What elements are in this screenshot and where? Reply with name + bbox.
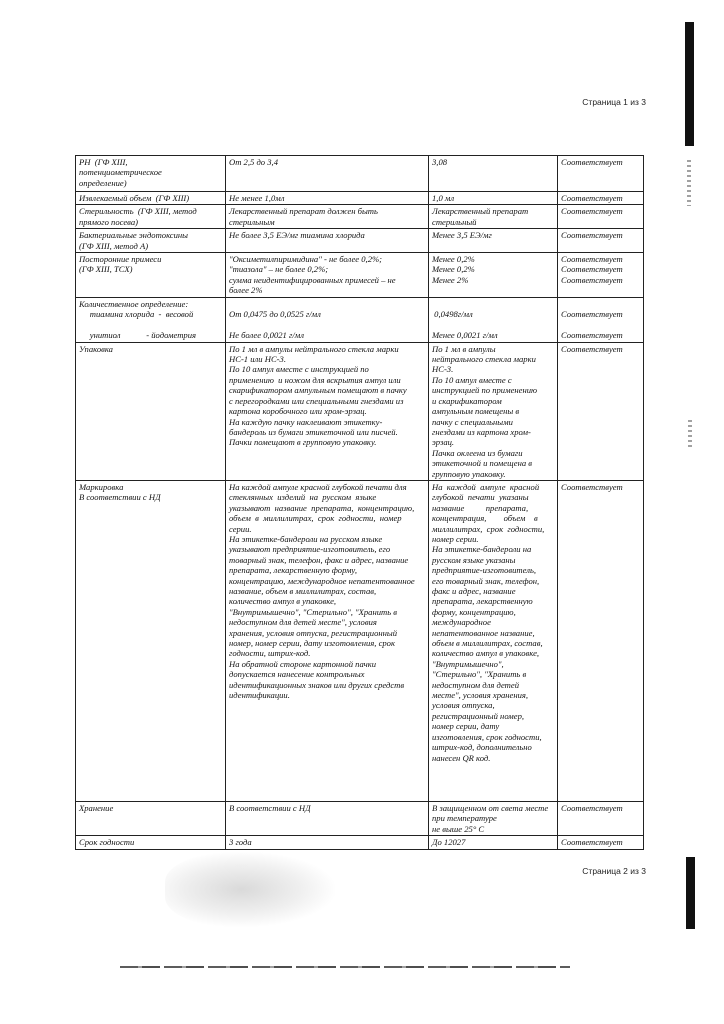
table-row <box>76 480 644 801</box>
cell-text-line: русском языке указаны <box>432 554 516 565</box>
cell-text-line: Соответствует <box>561 481 623 492</box>
cell-text-line: PH (ГФ XIII, <box>79 157 128 167</box>
cell-text-line: Лекарственный препарат должен быть <box>229 206 378 217</box>
table-cell <box>429 205 558 229</box>
cell-text-line: количество ампул в упаковке, <box>229 596 337 607</box>
cell-text-line: номер, номер серии, дату изготовления, срок <box>229 638 395 649</box>
stamp-smudge <box>165 852 335 927</box>
cell-text-line: название препарата, <box>432 502 529 513</box>
cell-text-line: От 2,5 до 3,4 <box>229 157 278 167</box>
cell-text-line: (ГФ XIII, ТСХ) <box>79 264 133 275</box>
table-row <box>76 298 644 343</box>
table-row <box>76 205 644 229</box>
cell-text-line: потенциометрическое <box>79 167 162 178</box>
cell-text-line: годности, штрих-код. <box>229 648 311 659</box>
table-cell <box>76 480 226 801</box>
cell-text-line: предприятие-изготовитель, <box>432 565 537 576</box>
cell-text-line: непатентованное название, <box>432 627 535 638</box>
cell-text-line: этикеточной и помещена в <box>432 458 533 469</box>
cell-text-line: Соответствует <box>561 230 623 241</box>
table-cell <box>429 836 558 849</box>
table-row <box>76 836 644 849</box>
cell-text-line: месте", условия хранения, <box>432 690 529 701</box>
cell-text-line: Маркировка <box>79 481 124 492</box>
cell-text-line: стерильным <box>229 216 275 227</box>
cell-text-line: номер серии. <box>432 533 479 544</box>
cell-text-line: Соответствует <box>561 193 623 203</box>
cell-text-line: и скарификатором <box>432 395 502 406</box>
table-cell <box>558 229 644 253</box>
cell-text-line: "Стерильно", "Хранить в <box>432 669 527 680</box>
table-cell <box>429 342 558 480</box>
table-row <box>76 253 644 298</box>
cell-text-line: товарный знак, телефон, факс и адрес, название <box>229 554 409 565</box>
table-cell <box>76 205 226 229</box>
cell-text-line: с перегородками или специальными гнездами из <box>229 395 404 406</box>
cell-text-line: В соответствии с НД <box>79 492 161 503</box>
cell-text-line: факс и адрес, название <box>432 586 516 596</box>
cell-text-line: По 1 мл в ампулы нейтрального стекла марки <box>229 343 399 354</box>
cell-text-line: Менее 2% <box>432 274 469 285</box>
cell-text-line: скарификатором ампульным помещают в пачку <box>229 385 407 396</box>
cell-text-line <box>229 320 425 330</box>
table-cell <box>558 836 644 849</box>
table-cell <box>558 205 644 229</box>
table-cell <box>226 229 429 253</box>
cell-text-line: Упаковка <box>79 343 113 354</box>
cell-text-line: Соответствует <box>561 343 623 354</box>
cell-text-line: изготовления, срок годности, <box>432 731 542 742</box>
cell-text-line: Не более 3,5 ЕЭ/мг тиамина хлорида <box>229 230 365 241</box>
scan-edge-mark <box>686 857 695 929</box>
cell-text-line: На этикетке-бандероли на <box>432 544 532 555</box>
table-cell <box>558 801 644 835</box>
cell-text-line: Менее 3,5 ЕЭ/мг <box>432 230 492 241</box>
cell-text-line: объем в миллилитрах, состав, <box>432 638 543 649</box>
cell-text-line: На каждой ампуле красной глубокой печати для <box>229 481 407 492</box>
cell-text-line: Менее 0,0021 г/мл <box>432 330 498 341</box>
cell-text-line: препарата, лекарственную <box>432 596 533 607</box>
cell-text-line: Не более 0,0021 г/мл <box>229 330 304 341</box>
cell-text-line: его товарный знак, телефон, <box>432 575 540 586</box>
cell-text-line: Менее 0,2% <box>432 254 475 265</box>
cell-text-line: ампульным помещены в <box>432 406 520 417</box>
cell-text-line: "Внутримышечно", <box>432 658 504 669</box>
cell-text-line: при температуре <box>432 813 497 824</box>
table-cell <box>558 342 644 480</box>
table-cell <box>76 229 226 253</box>
cell-text-line: инструкцией по применению <box>432 385 538 396</box>
cell-text-line: По 1 мл в ампулы <box>432 343 496 354</box>
cell-text-line: Стерильность (ГФ XIII, метод <box>79 206 197 217</box>
cell-text-line: Извлекаемый объем (ГФ XIII) <box>79 193 190 203</box>
cell-text-line: хранения, условия отпуска, регистрационный <box>229 627 398 638</box>
cell-text-line <box>561 320 640 330</box>
cell-text-line: миллилитрах, срок годности, <box>432 523 545 534</box>
table-cell <box>226 192 429 205</box>
cell-text-line: НС-3. <box>432 364 454 375</box>
cell-text-line: (ГФ XIII, метод А) <box>79 240 149 251</box>
scan-speckle <box>688 420 692 450</box>
cell-text-line: не выше 25° С <box>432 823 485 834</box>
cell-text-line: унитиол - йодометрия <box>79 330 197 341</box>
cell-text-line: сумма неидентифицированных примесей – не <box>229 274 396 285</box>
cell-text-line: указывают название препарата, концентрацию, <box>229 502 415 513</box>
cell-text-line: "Внутримышечно", "Стерильно", "Хранить в <box>229 606 398 617</box>
cell-text-line: недоступном для детей <box>432 679 519 690</box>
cell-text-line: До 12027 <box>432 837 466 848</box>
cell-text-line: "Оксиметилпиримидина" - не более 0,2%; <box>229 254 383 265</box>
table-cell <box>76 836 226 849</box>
table-cell <box>429 156 558 192</box>
cell-text-line: НС-1 или НС-3. <box>229 354 286 365</box>
cell-text-line: В защищенном от света месте <box>432 802 549 813</box>
page-number-label: Страница 2 из 3 <box>582 866 646 876</box>
cell-text-line: применению и ножом для вскрытия ампул или <box>229 374 401 385</box>
cell-text-line: штрих-код, дополнительно <box>432 742 532 753</box>
cell-text-line: объем в миллилитрах, срок годности, номер <box>229 513 402 524</box>
cell-text-line: Менее 0,2% <box>432 264 475 275</box>
cell-text-line: В соответствии с НД <box>229 802 311 813</box>
table-row <box>76 229 644 253</box>
table-cell <box>226 342 429 480</box>
cell-text-line: Пачки помещают в групповую упаковку. <box>229 437 377 448</box>
table-cell <box>558 192 644 205</box>
cell-text-line: концентрацию, международное непатентованное <box>229 575 415 586</box>
cell-text-line: Соответствует <box>561 330 623 341</box>
cell-text-line: номер серии, дату <box>432 721 500 732</box>
cell-text-line: От 0,0475 до 0,0525 г/мл <box>229 309 321 320</box>
cell-text-line: препарата, лекарственную форму, <box>229 565 357 576</box>
cell-text-line: Бактериальные эндотоксины <box>79 230 188 241</box>
cell-text-line: Соответствует <box>561 264 623 275</box>
table-cell <box>558 298 644 343</box>
cell-text-line: нейтрального стекла марки <box>432 354 536 365</box>
table-cell <box>558 253 644 298</box>
table-cell <box>429 801 558 835</box>
table-cell <box>429 229 558 253</box>
cell-text-line: Соответствует <box>561 274 623 285</box>
cell-text-line: пачку с специальными <box>432 416 513 427</box>
table-cell <box>226 836 429 849</box>
scan-edge-mark <box>685 22 694 146</box>
cell-text-line <box>432 299 554 309</box>
specification-table <box>75 155 644 850</box>
cell-text-line: Не менее 1,0мл <box>229 193 285 203</box>
scan-speckle <box>687 160 691 206</box>
cell-text-line: 3 года <box>229 837 252 848</box>
cell-text-line: условия отпуска, <box>432 700 495 711</box>
table-cell <box>226 253 429 298</box>
cell-text-line: концентрация, объем в <box>432 513 538 524</box>
cell-text-line <box>229 299 425 309</box>
cell-text-line: Посторонние примеси <box>79 254 162 265</box>
table-row <box>76 801 644 835</box>
table-cell <box>226 205 429 229</box>
cell-text-line: Хранение <box>79 802 114 813</box>
table-cell <box>429 480 558 801</box>
table-cell <box>429 253 558 298</box>
cell-text-line: По 10 ампул вместе с <box>432 374 512 385</box>
cell-text-line: регистрационный номер, <box>432 710 525 721</box>
cell-text-line: Соответствует <box>561 837 623 848</box>
cell-text-line: допускается нанесение контрольных <box>229 669 365 680</box>
cell-text-line: 0,0498г/мл <box>432 309 473 320</box>
cell-text-line: Соответствует <box>561 309 623 320</box>
cell-text-line: эрзац. <box>432 437 455 448</box>
cell-text-line: международное <box>432 617 491 628</box>
table-cell <box>226 156 429 192</box>
table-row <box>76 342 644 480</box>
table-cell <box>429 298 558 343</box>
cell-text-line: более 2% <box>229 285 263 296</box>
cell-text-line: На каждой ампуле красной <box>432 481 540 492</box>
cell-text-line: количество ампул в упаковке, <box>432 648 540 659</box>
page-number-label: Страница 1 из 3 <box>582 97 646 107</box>
cell-text-line: идентификационных знаков или других средств <box>229 679 405 690</box>
table-cell <box>76 156 226 192</box>
table-cell <box>558 156 644 192</box>
cell-text-line: идентификации. <box>229 690 290 701</box>
cell-text-line: нанесен QR код. <box>432 752 491 763</box>
cell-text-line: Пачка оклеена из бумаги <box>432 447 523 458</box>
scan-bottom-line <box>120 966 570 968</box>
cell-text-line: определение) <box>79 177 127 188</box>
cell-text-line: 1,0 мл <box>432 193 455 203</box>
cell-text-line: Количественное определение: <box>79 299 189 310</box>
cell-text-line: гнездами из картона хром- <box>432 426 531 437</box>
cell-text-line: На обратной стороне картонной пачки <box>229 658 377 669</box>
cell-text-line: По 10 ампул вместе с инструкцией по <box>229 364 369 375</box>
cell-text-line: групповую упаковку. <box>432 468 506 479</box>
cell-text-line: На этикетке-бандероли на русском языке <box>229 533 383 544</box>
cell-text-line <box>79 320 222 330</box>
cell-text-line: На каждую пачку наклеивают этикетку- <box>229 416 383 427</box>
cell-text-line: Срок годности <box>79 837 135 848</box>
table-row <box>76 156 644 192</box>
cell-text-line: Соответствует <box>561 206 623 217</box>
cell-text-line: глубокой печати указаны <box>432 492 529 503</box>
table-cell <box>76 192 226 205</box>
cell-text-line: "тиазола" – не более 0,2%; <box>229 264 329 275</box>
cell-text-line: Соответствует <box>561 254 623 265</box>
cell-text-line: стерильный <box>432 216 477 227</box>
table-cell <box>429 192 558 205</box>
cell-text-line: серии. <box>229 523 252 534</box>
table-row <box>76 192 644 205</box>
table-cell <box>226 298 429 343</box>
table-cell <box>226 480 429 801</box>
cell-text-line: указывают предприятие-изготовитель, его <box>229 544 391 555</box>
cell-text-line: форму, концентрацию, <box>432 606 516 617</box>
cell-text-line: бандероль из бумаги этикеточной или писчей. <box>229 426 398 437</box>
table-cell <box>76 342 226 480</box>
table-cell <box>226 801 429 835</box>
cell-text-line: тиамина хлорида - весовой <box>79 309 194 320</box>
cell-text-line: название, объем в миллилитрах, состав, <box>229 586 377 596</box>
cell-text-line: прямого посева) <box>79 216 138 227</box>
table-cell <box>558 480 644 801</box>
cell-text-line <box>432 320 554 330</box>
table-cell <box>76 298 226 343</box>
cell-text-line <box>561 299 640 309</box>
cell-text-line: Соответствует <box>561 157 623 167</box>
table-cell <box>76 253 226 298</box>
cell-text-line: недоступном для детей месте", условия <box>229 617 377 628</box>
cell-text-line: 3,08 <box>432 157 448 167</box>
table-cell <box>76 801 226 835</box>
cell-text-line: стеклянных изделий на русском языке <box>229 492 377 503</box>
cell-text-line: Соответствует <box>561 802 623 813</box>
cell-text-line: картона коробочного или хром-эрзац. <box>229 406 367 417</box>
cell-text-line: Лекарственный препарат <box>432 206 529 217</box>
